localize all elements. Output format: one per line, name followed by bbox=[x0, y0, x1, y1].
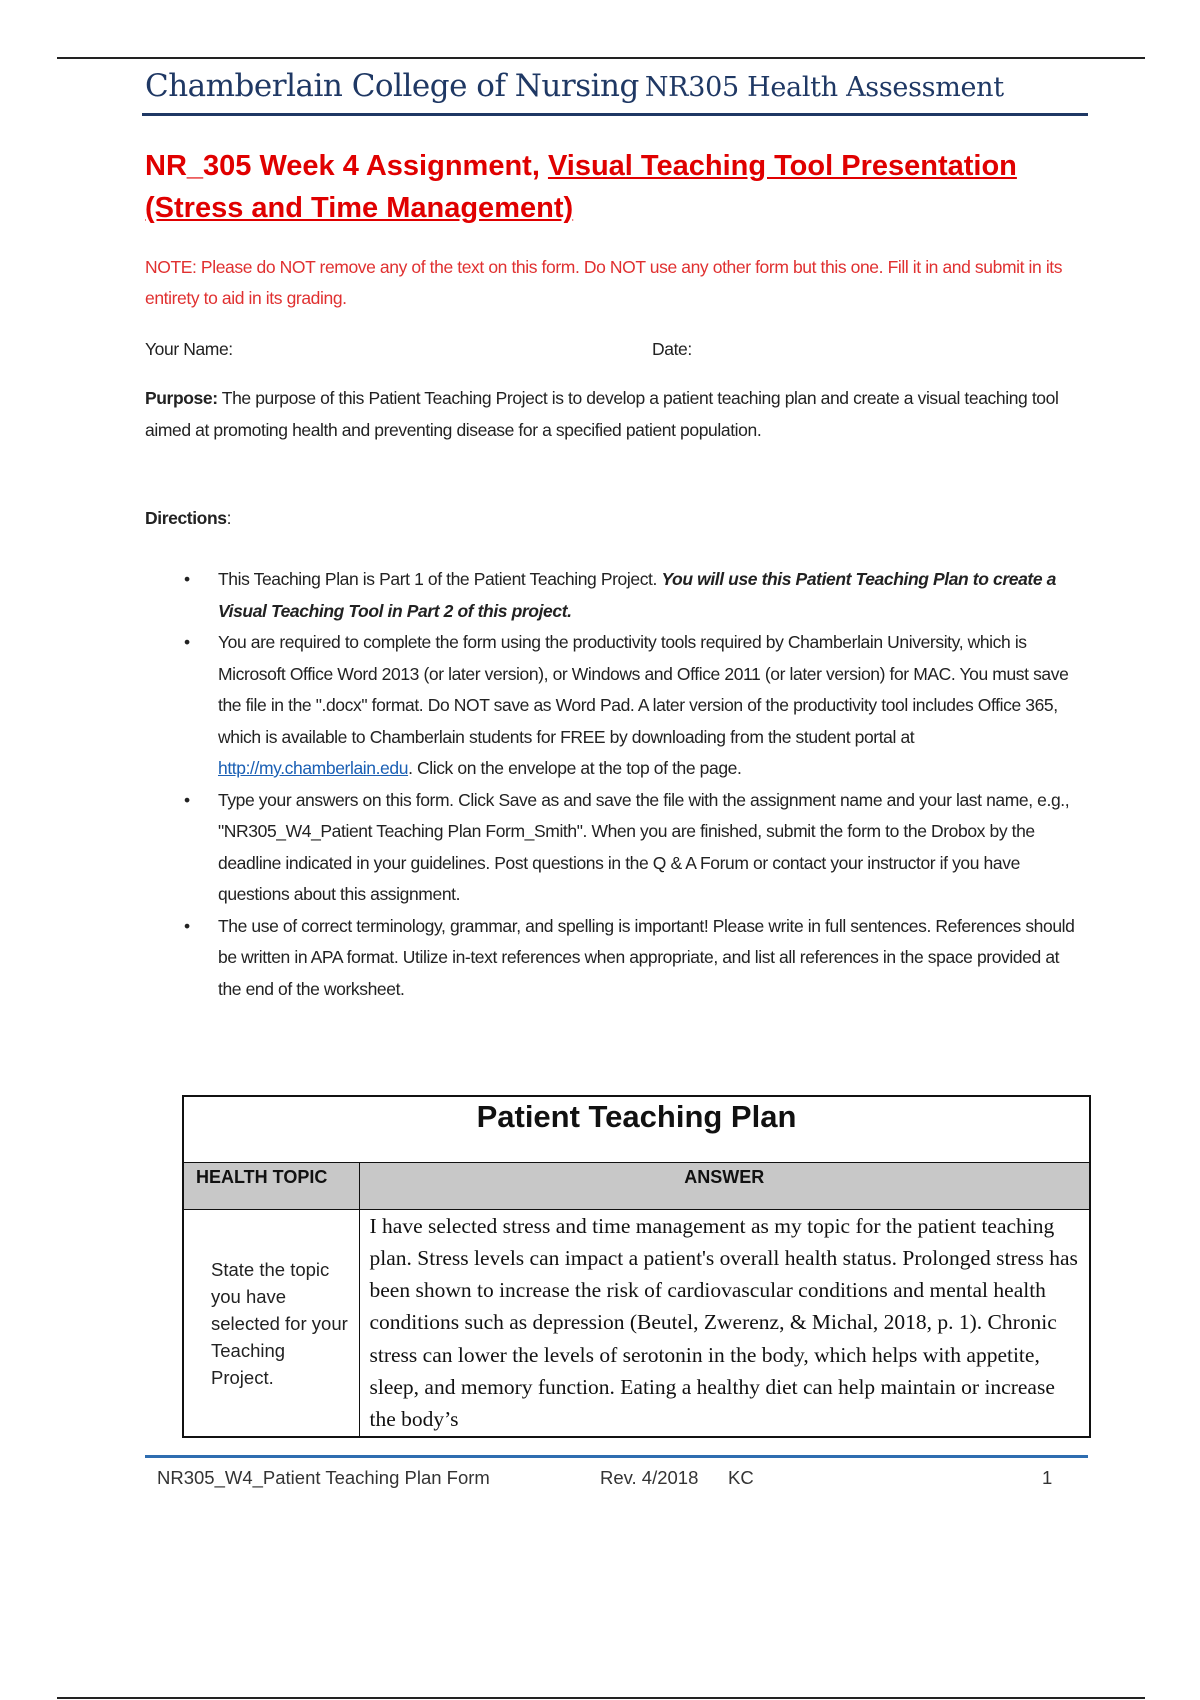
purpose-label: Purpose: bbox=[145, 388, 218, 408]
date-label: Date: bbox=[652, 339, 692, 359]
header-rule bbox=[142, 113, 1088, 116]
item-text: This Teaching Plan is Part 1 of the Patient Teaching Project. bbox=[218, 569, 662, 589]
list-item bbox=[184, 911, 1080, 1006]
item-text: . Click on the envelope at the top of the page. bbox=[408, 758, 742, 778]
list-item bbox=[184, 564, 1080, 627]
teaching-plan-table bbox=[182, 1095, 1091, 1438]
title-plain: NR_305 Week 4 Assignment, bbox=[145, 150, 548, 182]
directions-label: Directions bbox=[145, 508, 227, 528]
list-item bbox=[184, 785, 1080, 911]
course-name: NR305 Health Assessment bbox=[644, 72, 1004, 103]
item-text: The use of correct terminology, grammar, and spelling is important! Please write in full sentences. References should be written in APA format. Utilize in-text references when appropriate, and list all references in the space provided at the end of the worksheet. bbox=[218, 915, 1075, 999]
name-label: Your Name: bbox=[145, 339, 233, 359]
bullet-icon: • bbox=[184, 632, 190, 652]
footer-rule bbox=[145, 1455, 1088, 1458]
table-row bbox=[183, 1209, 1090, 1437]
col-health-topic: HEALTH TOPIC bbox=[183, 1162, 359, 1209]
bullet-icon: • bbox=[184, 789, 190, 810]
footer-initials: KC bbox=[728, 1467, 754, 1488]
note: NOTE: Please do NOT remove any of the text on this form. Do NOT use any other form but this one. Fill it in and submit in its entirety to aid in its grading. bbox=[145, 257, 1063, 308]
college-name: Chamberlain College of Nursing bbox=[145, 68, 639, 104]
footer-revision: Rev. 4/2018 bbox=[600, 1467, 699, 1488]
portal-link[interactable]: http://my.chamberlain.edu bbox=[218, 758, 409, 778]
directions-heading: Directions: bbox=[145, 508, 232, 528]
table-title: Patient Teaching Plan bbox=[183, 1096, 1090, 1162]
item-text: Type your answers on this form. Click Save as and save the file with the assignment name and your last name, e.g., "NR305_W4_Patient Teaching Plan Form_Smith". When you are finished, submit the form to the Drobox by the deadline indicated in your guidelines. Post questions in the Q & A Forum or contact your instructor if you have questions about this assignment. bbox=[218, 789, 1070, 904]
bullet-icon: • bbox=[184, 569, 190, 589]
page-number: 1 bbox=[1042, 1467, 1053, 1488]
top-rule bbox=[57, 57, 1145, 59]
footer-form-name: NR305_W4_Patient Teaching Plan Form bbox=[157, 1467, 490, 1488]
topic-prompt: State the topic you have selected for your Teaching Project. bbox=[183, 1209, 359, 1437]
assignment-title bbox=[145, 145, 1045, 229]
purpose-paragraph bbox=[145, 383, 1090, 446]
purpose-text: The purpose of this Patient Teaching Project is to develop a patient teaching plan and create a visual teaching tool aimed at promoting health and preventing disease for a specified patient population. bbox=[145, 388, 1059, 440]
item-emphasis: You will use this Patient Teaching Plan to create a Visual Teaching Tool in Part 2 of this project. bbox=[218, 569, 1056, 621]
list-item bbox=[184, 627, 1080, 785]
title-underlined: Visual Teaching Tool Presentation (Stress and Time Management) bbox=[145, 150, 1017, 224]
bottom-rule bbox=[57, 1697, 1145, 1699]
directions-list bbox=[184, 564, 1080, 1005]
page-header bbox=[145, 68, 1004, 104]
item-text: You are required to complete the form using the productivity tools required by Chamberlain University, which is Microsoft Office Word 2013 (or later version), or Windows and Office 2011 (or later version) for MAC. You must save the file in the ".docx" format. Do NOT save as Word Pad. A later version of the productivity tool includes Office 365, which is available to Chamberlain students for FREE by downloading from the student portal at bbox=[218, 632, 1069, 747]
col-answer: ANSWER bbox=[359, 1162, 1090, 1209]
bullet-icon: • bbox=[184, 915, 190, 936]
topic-answer[interactable]: I have selected stress and time management as my topic for the patient teaching plan. Stress levels can impact a patient's overall health status. Prolonged stress has been shown to increase the risk of cardiovascular conditions and mental health conditions such as depression (Beutel, Zwerenz, & Michal, 2018, p. 1). Chronic stress can lower the levels of serotonin in the body, which helps with appetite, sleep, and memory function. Eating a healthy diet can help maintain or increase the body’s bbox=[359, 1209, 1090, 1437]
